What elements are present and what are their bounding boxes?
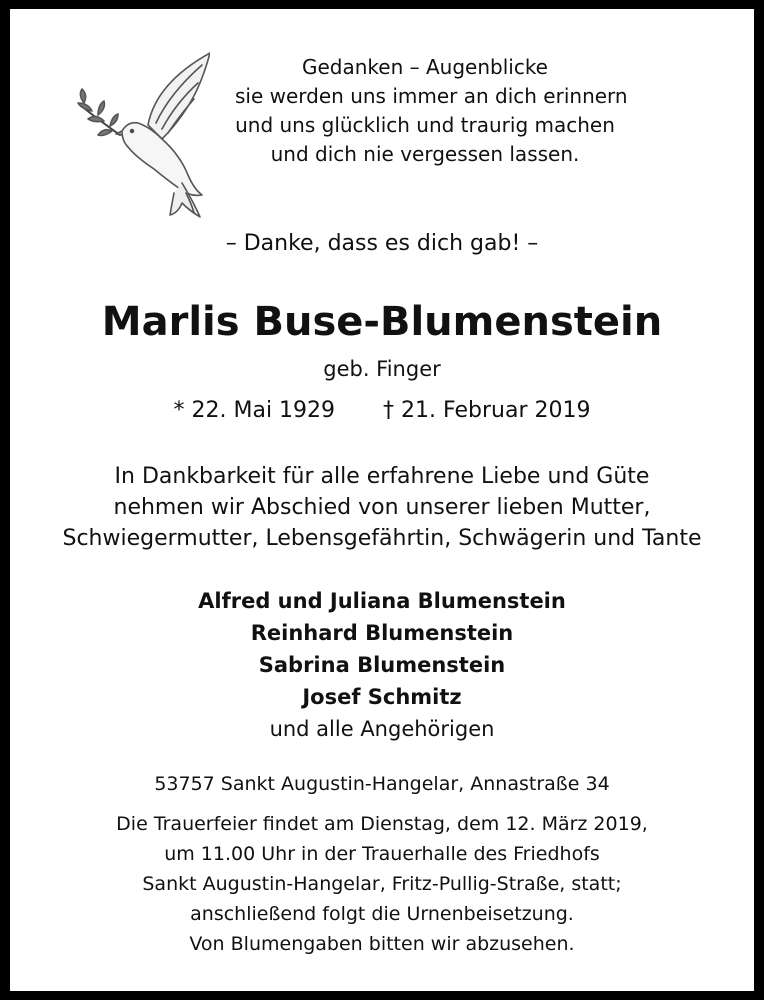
gratitude-line: nehmen wir Abschied von unserer lieben Mutter, [113,495,651,520]
mourners-list [10,585,754,745]
mourner-name: Josef Schmitz [302,685,462,709]
poem-line: sie werden uns immer an dich erinnern [235,84,628,108]
gratitude-line: In Dankbarkeit für alle erfahrene Liebe und Güte [114,464,650,489]
ceremony-line: um 11.00 Uhr in der Trauerhalle des Friedhofs [164,843,600,865]
poem-line: und uns glücklich und traurig machen [235,113,615,137]
life-dates [10,398,754,423]
gratitude-line: Schwiegermutter, Lebensgefährtin, Schwägerin und Tante [62,526,702,551]
thanks-line: – Danke, dass es dich gab! – [225,231,539,256]
mourner-name: Sabrina Blumenstein [258,653,506,677]
gratitude-text [10,461,754,554]
other-relatives: und alle Angehörigen [269,717,495,741]
poem-line: Gedanken – Augenblicke [301,55,548,79]
birth-name: geb. Finger [323,357,441,381]
address: 53757 Sankt Augustin-Hangelar, Annastraße 34 [154,773,610,795]
ceremony-line: anschließend folgt die Urnenbeisetzung. [190,903,574,925]
flowers-note: Von Blumengaben bitten wir abzusehen. [189,933,575,955]
mourner-name: Alfred und Juliana Blumenstein [198,589,566,613]
mourner-name: Reinhard Blumenstein [250,621,514,645]
dove-icon [70,43,210,221]
ceremony-line: Sankt Augustin-Hangelar, Fritz-Pullig-Straße, statt; [142,873,622,895]
memorial-poem [235,53,628,169]
obituary-notice [10,9,754,991]
ceremony-line: Die Trauerfeier findet am Dienstag, dem 12. März 2019, [116,813,648,835]
death-date: † 21. Februar 2019 [383,398,591,423]
birth-date: * 22. Mai 1929 [173,398,336,423]
ceremony-info [10,809,754,929]
poem-line: und dich nie vergessen lassen. [270,142,580,166]
deceased-name: Marlis Buse-Blumenstein [101,299,663,345]
